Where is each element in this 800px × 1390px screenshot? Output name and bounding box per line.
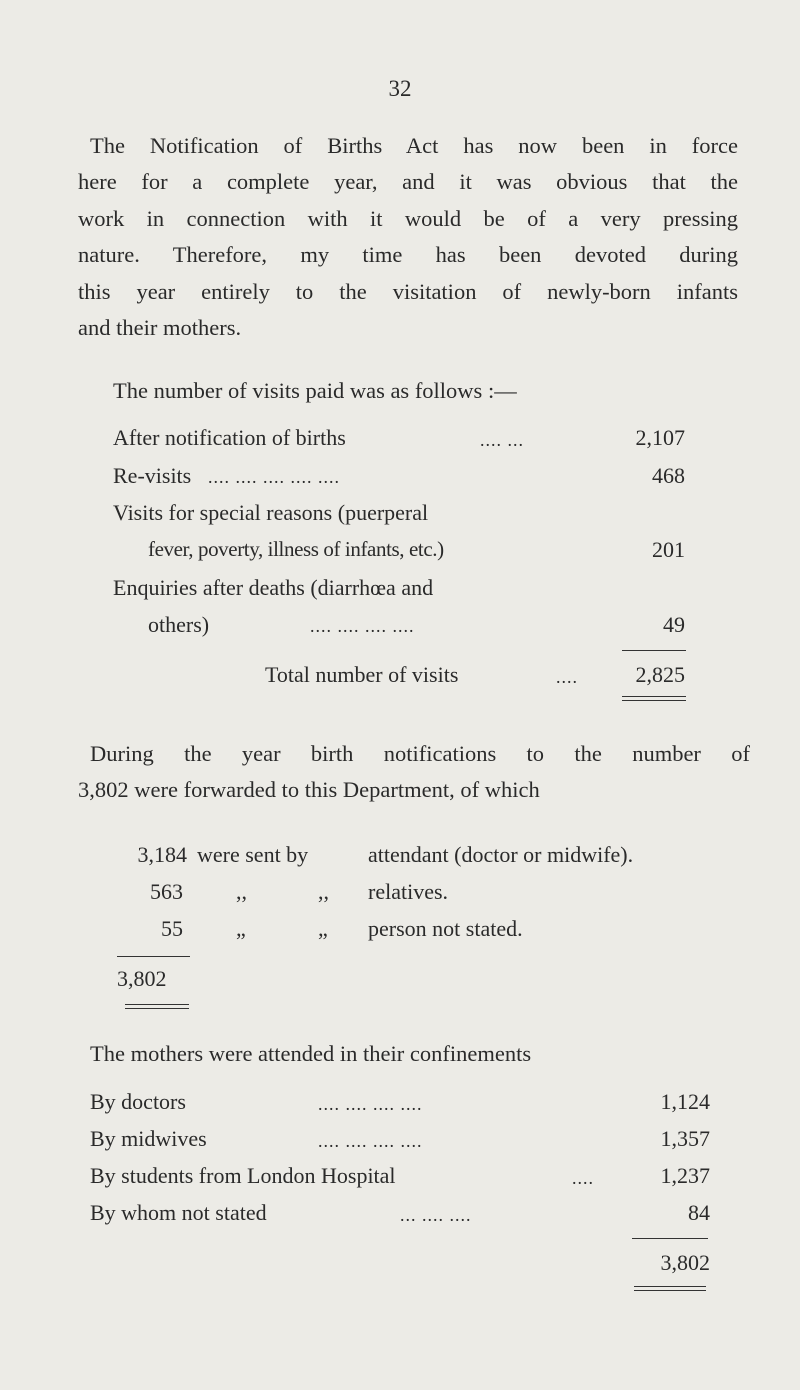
paragraph-line: here for a complete year, and it was obvious that the (78, 169, 738, 195)
notification-sender: attendant (doctor or midwife). (368, 842, 634, 867)
ditto-mark: ,, (236, 879, 247, 904)
ditto-mark: ,, (318, 879, 329, 904)
total-double-rule (125, 1004, 189, 1009)
paragraph-line: nature. Therefore, my time has been devoted during (78, 242, 738, 268)
visits-label-special-cont: fever, poverty, illness of infants, etc.) (148, 537, 444, 561)
page-number: 32 (388, 76, 412, 101)
sum-rule (632, 1238, 708, 1239)
total-double-rule (622, 696, 686, 701)
leader-dots: .... .... .... .... (318, 1131, 423, 1151)
confinement-value: 1,237 (660, 1163, 710, 1188)
confinement-label: By students from London Hospital (90, 1163, 396, 1188)
leader-dots: .... .... .... .... (310, 616, 415, 636)
notifications-total: 3,802 (117, 966, 167, 991)
confinement-label: By midwives (90, 1126, 207, 1151)
paragraph-line: work in connection with it would be of a very pressing (78, 205, 738, 231)
notification-sender: relatives. (368, 879, 449, 904)
total-double-rule (634, 1286, 706, 1291)
confinement-value: 1,124 (660, 1089, 710, 1114)
visits-total-value: 2,825 (635, 662, 685, 687)
ditto-mark: „ (236, 916, 246, 941)
notification-sent-by: were sent by (197, 842, 309, 867)
visits-value-revisits: 468 (652, 463, 685, 488)
visits-label-after-notification: After notification of births (113, 425, 346, 450)
leader-dots: .... .... .... .... .... (208, 467, 340, 487)
visits-label-enquiries-cont: others) (148, 612, 210, 637)
paragraph-line: The Notification of Births Act has now been in force (90, 133, 738, 158)
paragraph-line: 3,802 were forwarded to this Department, of which (78, 777, 540, 803)
visits-intro: The number of visits paid was as follows :— (113, 378, 517, 403)
visits-value-after-notification: 2,107 (635, 425, 685, 450)
visits-total-label: Total number of visits (265, 662, 459, 687)
notification-count: 563 (150, 879, 183, 904)
leader-dots: .... ... (480, 430, 524, 450)
ditto-mark: „ (318, 916, 328, 941)
confinement-label: By doctors (90, 1089, 186, 1114)
paragraph-line: During the year birth notifications to the number of (90, 741, 750, 766)
visits-label-revisits: Re-visits (113, 463, 192, 488)
notification-count: 3,184 (137, 842, 187, 867)
sum-rule (117, 956, 190, 957)
confinements-total: 3,802 (660, 1250, 710, 1275)
notification-count: 55 (161, 916, 183, 941)
paragraph-line: this year entirely to the visitation of newly-born infants (78, 278, 738, 304)
confinement-value: 1,357 (660, 1126, 710, 1151)
paragraph-line: and their mothers. (78, 315, 242, 341)
confinements-intro: The mothers were attended in their confinements (90, 1041, 532, 1066)
sum-rule (622, 650, 686, 651)
intro-paragraph (78, 128, 738, 346)
leader-dots: .... (572, 1168, 594, 1188)
leader-dots: .... (556, 667, 578, 687)
visits-value-special: 201 (652, 537, 685, 562)
confinement-label: By whom not stated (90, 1200, 267, 1225)
visits-label-enquiries: Enquiries after deaths (diarrhœa and (113, 575, 434, 600)
visits-label-special: Visits for special reasons (puerperal (113, 500, 429, 525)
notification-sender: person not stated. (368, 916, 523, 941)
notifications-paragraph (78, 736, 750, 809)
leader-dots: .... .... .... .... (318, 1094, 423, 1114)
visits-value-enquiries: 49 (663, 612, 685, 637)
confinement-value: 84 (688, 1200, 710, 1225)
leader-dots: ... .... .... (400, 1205, 472, 1225)
